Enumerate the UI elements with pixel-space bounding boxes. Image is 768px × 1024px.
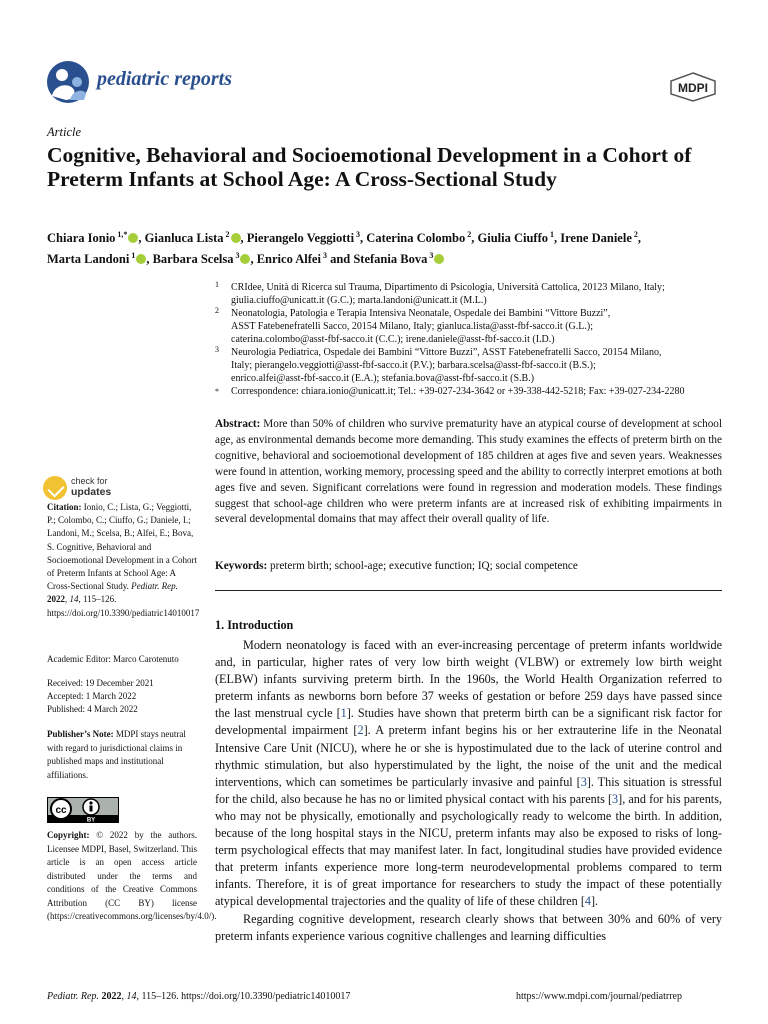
footer-volume: 14 [126,991,137,1002]
author-name: Barbara Scelsa [152,252,234,267]
author-line-1: Chiara Ionio $^{1,*}$ , Gianluca Lista $^2$ , Pierangelo Veggiotti $^3$, Caterina Colombo $^2$, Giulia Ciuffo $^1$, Irene Daniele $^2$, [47,230,642,246]
affiliations [215,281,725,398]
check-updates-top: check for [71,476,108,486]
section-heading: 1. Introduction [215,618,294,632]
cc-by-license-icon[interactable] [47,797,119,823]
svg-text:cc: cc [55,805,67,816]
paragraph-text: ]. [590,894,599,909]
orcid-icon[interactable] [231,233,241,243]
section-divider [215,590,722,591]
check-updates-bottom: updates [71,486,112,498]
affiliation-number: 2 [215,306,219,315]
reference-link[interactable]: 2 [357,723,364,738]
reference-link[interactable]: 4 [584,894,591,909]
footer-journal-link[interactable]: https://www.mdpi.com/journal/pediatrrep [516,991,682,1002]
academic-editor: Academic Editor: Marco Carotenuto [47,654,179,664]
citation-text: Ionio, C.; Lista, G.; Veggiotti, P.; Colombo, C.; Ciuffo, G.; Daniele, I.; Landoni, M.; Scelsa, B.; Alfei, E.; Bova, S. Cognitive, Behavioral and Socioemotional Development in a Cohort of Preterm Infants at School Age: A Cross-Sectional Study. [47,502,197,592]
affiliation-line: Italy; pierangelo.veggiotti@asst-fbf-sacco.it (P.V.); barbara.scelsa@asst-fbf-sacco.it (B.S.); [231,360,596,371]
author-name: Caterina Colombo [366,231,466,246]
author-name: Enrico Alfei [256,252,321,267]
author-affiliation-sup: 3 [233,251,240,261]
mdpi-logo-icon [668,72,718,102]
affiliation-line: Correspondence: chiara.ionio@unicatt.it; Tel.: +39-027-234-3642 or +39-338-442-5218; Fax: +39-027-234-2280 [231,386,685,397]
author-name: Irene Daniele [560,231,632,246]
intro-paragraph-1 [215,637,722,911]
affiliation-line: Neonatologia, Patologia e Terapia Intensiva Neonatale, Ospedale dei Bambini “Vittore Buzzi”, [231,308,611,319]
abstract-text: More than 50% of children who survive prematurity have an atypical course of development at school age, as environmental demands become more demanding. This study examines the effects of preterm birth on the cognitive, behavioral and socioemotional development of 185 children at ages five and seven years. Weaknesses were found in attention, working memory, processing speed and the ability to correctly interpret emotions at both ages five and seven. Significant correlations were found in regression and moderation models. These findings suggest that school-age children who were preterm infants are at increased risk of exhibiting impairments in several developmental domains that may affect their overall quality of life. [215,418,722,526]
reference-link[interactable]: 3 [612,791,619,806]
paragraph-text: ]. This situation is stressful for the child, also because he has no or limited physical contact with his parents [ [215,774,722,806]
author-name: Giulia Ciuffo [477,231,548,246]
affiliation-item [215,307,725,346]
article-type: Article [47,125,82,139]
author-name: Gianluca Lista [144,231,224,246]
orcid-icon[interactable] [128,233,138,243]
affiliation-item [215,346,725,385]
author-line-2: Marta Landoni $^1$ , Barbara Scelsa $^3$ , Enrico Alfei $^3$ and Stefania Bova $^3$ [47,247,727,268]
cc-by-label: BY [86,817,96,823]
author-affiliation-sup: 1,* [115,230,128,239]
orcid-icon[interactable] [136,254,146,264]
author-affiliation-sup: 1 [548,230,554,239]
abstract-label: Abstract: [215,418,261,430]
footer-year: 2022 [101,991,122,1002]
journal-logo-icon [46,60,90,104]
author-affiliation-sup: 1 [129,251,136,261]
paragraph-text: ]. A preterm infant begins his or her extrauterine life in the Neonatal Intensive Care Unit (NICU), where he or she is hypostimulated due to the lack of uterine control and rhythmic stimulation, but also hyperstimulated by the light, the noise of the unit and the medical interventions, which can sometimes be particularly invasive and painful [ [215,723,722,789]
note-text: MDPI stays neutral with regard to jurisdictional claims in published maps and institutional affiliations. [47,729,186,780]
journal-name: pediatric reports [97,68,232,90]
author-affiliation-sup: 2 [631,230,638,239]
affiliation-line: Neurologia Pediatrica, Ospedale dei Bambini “Vittore Buzzi”, ASST Fatebenefratelli Sacco, 20154 Milano, [231,347,662,358]
paragraph-text: ]. Studies have shown that preterm birth can be a significant risk factor for developmental impairment [ [215,706,722,738]
author-affiliation-sup: 3 [320,251,327,261]
author-affiliation-sup: 3 [354,230,361,239]
affiliation-line: ASST Fatebenefratelli Sacco, 20154 Milano, Italy; gianluca.lista@asst-fbf-sacco.it (G.L.); [231,321,593,332]
footer-citation: Pediatr. Rep. 2022, 14, 115–126. https://doi.org/10.3390/pediatric14010017 [47,991,351,1002]
check-updates-icon [43,476,67,500]
author-name: Chiara Ionio [47,231,116,246]
citation: Citation: Ionio, C.; Lista, G.; Veggiotti, P.; Colombo, C.; Ciuffo, G.; Daniele, I.; Landoni, M.; Scelsa, B.; Alfei, E.; Bova, S. Cognitive, Behavioral and Socioemotional Development in a Cohort of Preterm Infants at School Age: A Cross-Sectional Study. Pediatr. Rep. 2022, 14, 115–126. https://doi.org/10.3390/pediatric14010017 [47,502,200,618]
article-title: Cognitive, Behavioral and Socioemotional Development in a Cohort of Preterm Infants at School Age: A Cross-Sectional Study [47,143,692,191]
check-for-updates-button[interactable] [43,474,163,502]
paragraph-text: Modern neonatology is faced with an ever-increasing percentage of preterm infants worldwide and, in particular, higher rates of very low birth weight (VLBW) or extremely low birth weight (ELBW) infants surviving preterm birth. In the 1960s, the World Health Organization referred to preterm infants as newborns born before 37 weeks of gestation or before 259 days have passed since the last menstrual cycle [ [215,638,722,721]
citation-volume: 14 [69,594,79,605]
affiliation-item [215,281,725,307]
citation-year: 2022 [47,594,65,605]
accepted-date: Accepted: 1 March 2022 [47,691,137,702]
affiliation-line: giulia.ciuffo@unicatt.it (G.C.); marta.landoni@unicatt.it (M.L.) [231,295,487,306]
affiliation-line: enrico.alfei@asst-fbf-sacco.it (E.A.); stefania.bova@asst-fbf-sacco.it (S.B.) [231,373,535,384]
author-affiliation-sup: 3 [427,251,434,261]
footer-journal: Pediatr. Rep. [47,991,99,1002]
keywords-text: preterm birth; school-age; executive function; IQ; social competence [270,560,578,572]
paragraph-text: ], and for his parents, who may not be physically, emotionally and psychologically ready to welcome the birth. In addition, because of the long hospital stays in the NICU, preterm infants may also be exposed to risks of long-term psychological effects that may manifest later. In fact, longitudinal studies have provided evidence that preterm infants experience more long-term neurodevelopmental problems compared to term infants. Therefore, it is of great importance for researchers to study the impact of these potentially atypical developmental trajectories and the quality of life of these children [ [215,791,722,909]
affiliation-number: 3 [215,345,219,354]
affiliation-line: caterina.colombo@asst-fbf-sacco.it (C.C.); irene.daniele@asst-fbf-sacco.it (I.D.) [231,334,555,345]
author-name: Stefania Bova [353,252,428,267]
affiliation-number: 1 [215,280,219,289]
orcid-icon[interactable] [240,254,250,264]
author-affiliation-sup: 2 [223,230,230,239]
publisher-name: MDPI [678,81,708,95]
abstract [215,417,722,528]
note-label: Publisher’s Note: [47,729,114,739]
author-affiliation-sup: 2 [465,230,472,239]
affiliation-item [215,385,725,398]
citation-label: Citation: [47,502,82,512]
affiliation-number: * [215,387,219,396]
affiliation-line: CRIdee, Unità di Ricerca sul Trauma, Dipartimento di Psicologia, Università Cattolica, 20123 Milano, Italy; [231,282,665,293]
orcid-icon[interactable] [434,254,444,264]
intro-body [215,637,722,945]
keywords-label: Keywords: [215,560,268,572]
reference-link[interactable]: 3 [580,774,587,789]
author-name: Marta Landoni [47,252,130,267]
reference-link[interactable]: 1 [340,706,347,721]
copyright [47,829,217,924]
copyright-label: Copyright: [47,830,90,840]
footer-doi-link[interactable]: 115–126. https://doi.org/10.3390/pediatric14010017 [141,991,351,1002]
author-name: Pierangelo Veggiotti [246,231,355,246]
citation-journal: Pediatr. Rep. [131,581,178,592]
author-list [47,226,727,268]
keywords [215,559,722,575]
received-date: Received: 19 December 2021 [47,678,154,688]
copyright-text: © 2022 by the authors. Licensee MDPI, Basel, Switzerland. This article is an open access article distributed under the terms and conditions of the Creative Commons Attribution (CC BY) license (https://creativecommons.org/licenses/by/4.0/). [47,830,217,921]
citation-doi-link[interactable]: 115–126. https://doi.org/10.3390/pediatric14010017 [47,594,200,618]
publishers-note [47,728,197,782]
published-date: Published: 4 March 2022 [47,704,138,715]
intro-paragraph-2: Regarding cognitive development, research clearly shows that between 30% and 60% of very preterm infants experience various cognitive challenges and learning difficulties [215,911,722,943]
publication-dates [47,677,154,717]
